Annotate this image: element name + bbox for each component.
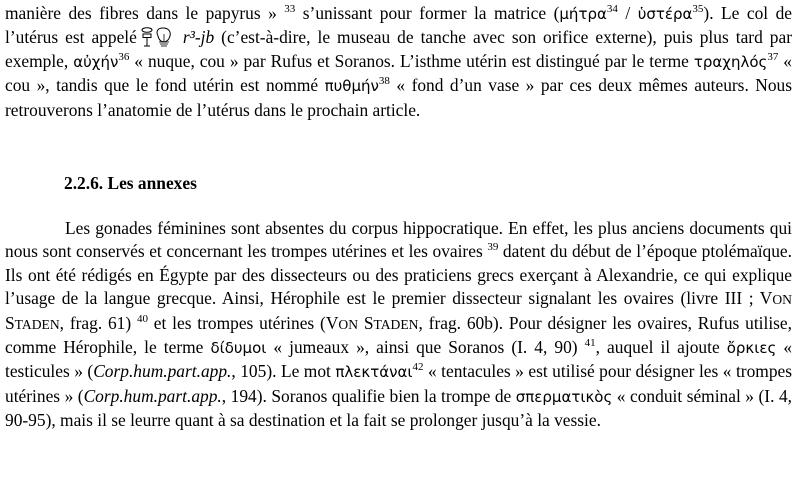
footnote-ref-34[interactable]: 34 [606, 3, 618, 15]
transliteration: r³-jb [182, 27, 215, 48]
footnote-ref-38[interactable]: 38 [378, 75, 390, 88]
reference-title: Corp.hum.part.app. [93, 361, 232, 382]
text: , 105). Le mot [231, 361, 336, 382]
greek-term-orcheis: ὄρκιες [726, 339, 777, 358]
text: « conduit séminal » (I. 4, 90-95), mais il se leurre quant à sa destination et la fait se prolonger jusqu’à la vessie. [5, 385, 792, 431]
text: , frag. 61) [59, 312, 137, 333]
text: / [617, 3, 638, 23]
footnote-ref-39[interactable]: 39 [487, 241, 499, 254]
text: et les trompes utérines ( [147, 312, 326, 333]
footnote-ref-40[interactable]: 40 [136, 312, 148, 325]
text: ). Le col de l’utérus est appelé [5, 3, 792, 48]
author-name-von-staden: VON STADEN [5, 288, 792, 333]
footnote-ref-33[interactable]: 33 [284, 3, 296, 15]
footnote-ref-41[interactable]: 41 [584, 337, 596, 350]
text: datent du début de l’époque ptolémaïque. Ils ont été rédigés en Égypte par des dissecteurs ou des praticiens grecs exerçant à Alexandrie, ce qui explique l’usage de la langue grecque. Ainsi, Hérophile est le premier dissecteur signalant les ovaires (livre III ; [5, 241, 792, 309]
text: , frag. 60b). Pour désigner les ovaires, Rufus utilise, comme Hérophile, le terme [5, 312, 792, 358]
footnote-ref-37[interactable]: 37 [767, 50, 779, 63]
greek-term-trachelos: τραχηλός [693, 52, 768, 71]
text: Les gonades féminines sont absentes du corpus hippocratique. En effet, les plus anciens documents qui nous sont conservés et concernant les trompes utérines et les ovaires [5, 218, 792, 262]
greek-term-puthmen: πυθμήν [324, 77, 379, 96]
reference-title: Corp.hum.part.app. [83, 385, 222, 406]
text: « jumeaux », ainsi que Soranos (I. 4, 90) [266, 337, 585, 358]
section-heading: 2.2.6. Les annexes [64, 173, 197, 193]
text: « fond d’un vase » par ces deux mêmes auteurs. Nous retrouverons l’anatomie de l’utérus dans le prochain article. [5, 75, 792, 120]
text: , 194). Soranos qualifie bien la trompe de [221, 385, 516, 406]
greek-term-spermatikos: σπερματικὸς [515, 387, 613, 406]
greek-term-auchen: αὐχήν [73, 52, 119, 71]
text: (c’est-à-dire, le museau de tanche avec son orifice externe), puis plus tard par exemple, [5, 27, 792, 71]
footnote-ref-42[interactable]: 42 [412, 361, 424, 374]
author-name-von-staden: VON STADEN [325, 312, 419, 333]
paragraph-annexes [5, 217, 792, 433]
text: , auquel il ajoute [595, 337, 727, 358]
greek-term-didumoi: δίδυμοι [210, 339, 267, 358]
text: manière des fibres dans le papyrus » [5, 3, 285, 23]
hieroglyph-icon [141, 26, 181, 48]
text: s’unissant pour former la matrice ( [295, 3, 560, 23]
text: « cou », tandis que le fond utérin est nommé [5, 50, 792, 96]
text: « tentacules » est utilisé pour désigner les « trompes utérines » ( [5, 361, 792, 406]
text: « testicules » ( [5, 337, 793, 382]
greek-term-plektanai: πλεκτάναι [335, 363, 413, 382]
paragraph-uterus-anatomy [5, 2, 792, 122]
greek-term-hystera: ὑστέρα [637, 5, 693, 23]
footnote-ref-36[interactable]: 36 [118, 50, 130, 63]
footnote-ref-35[interactable]: 35 [692, 3, 704, 15]
text: « nuque, cou » par Rufus et Soranos. L’isthme utérin est distingué par le terme [129, 50, 694, 71]
greek-term-metra: μήτρα [559, 5, 607, 23]
